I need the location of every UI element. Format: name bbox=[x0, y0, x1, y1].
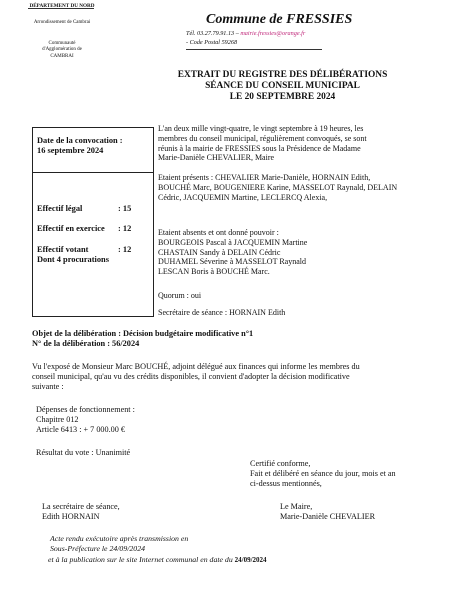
expose-line: Vu l'exposé de Monsieur Marc BOUCHÉ, adjoint délégué aux finances qui informe les membres du bbox=[32, 362, 360, 371]
commune-title: Commune de FRESSIES bbox=[206, 12, 353, 27]
certification-line: Fait et délibéré en séance du jour, mois et an bbox=[250, 469, 396, 478]
effectif-exercice-label: Effectif en exercice bbox=[37, 224, 105, 233]
effectif-votant-label: Effectif votant bbox=[37, 245, 89, 254]
effectif-votant-value: : 12 bbox=[118, 245, 132, 254]
arrondissement-label: Arrondissement de Cambrai bbox=[33, 20, 91, 25]
heading-line-3: LE 20 SEPTEMBRE 2024 bbox=[229, 92, 336, 102]
expose-line: conseil municipal, qu'au vu des crédits disponibles, il convient d'adopter la décision modificative bbox=[32, 372, 350, 381]
footer-exec-line-1: Acte rendu exécutoire après transmission en bbox=[50, 534, 189, 543]
communaute-label bbox=[22, 41, 102, 60]
convocation-box bbox=[32, 127, 154, 173]
footer-publication-text: et à la publication sur le site Internet communal en date du bbox=[48, 555, 233, 564]
communaute-line: d'Agglomération de bbox=[42, 47, 82, 53]
absents-title: Etaient absents et ont donné pouvoir : bbox=[158, 228, 279, 237]
absent-line: DUHAMEL Séverine à MASSELOT Raynald bbox=[158, 257, 306, 267]
presents-line: Etaient présents : CHEVALIER Marie-Danièle, HORNAIN Edith, bbox=[158, 173, 371, 182]
convocation-label: Date de la convocation : bbox=[37, 136, 123, 145]
document-heading bbox=[130, 70, 435, 103]
heading-line-1: EXTRAIT DU REGISTRE DES DÉLIBÉRATIONS bbox=[177, 70, 388, 80]
absent-line: LESCAN Boris à BOUCHÉ Marc. bbox=[158, 267, 270, 277]
depenses-line: Chapitre 012 bbox=[36, 415, 79, 424]
depenses-line: Dépenses de fonctionnement : bbox=[36, 405, 135, 414]
department-label: DÉPARTEMENT DU NORD bbox=[29, 3, 95, 9]
intro-line: membres du conseil municipal, régulièrement convoqués, se sont bbox=[158, 133, 367, 143]
maire-title: Le Maire, bbox=[280, 502, 313, 511]
certification-line: Certifié conforme, bbox=[250, 459, 311, 468]
intro-line: Marie-Danièle CHEVALIER, Maire bbox=[158, 153, 275, 163]
seance-intro bbox=[158, 124, 418, 163]
procurations-count: Dont 4 procurations bbox=[37, 255, 109, 264]
heading-line-2: SÉANCE DU CONSEIL MUNICIPAL bbox=[205, 81, 360, 91]
communaute-line: CAMBRAI bbox=[50, 53, 74, 59]
presents-line: Cédric, JACQUEMIN Martine, LECLERCQ Alexia, bbox=[158, 192, 328, 202]
presents-line: BOUCHÉ Marc, BOUGENIERE Karine, MASSELOT Raynald, DELAIN bbox=[158, 182, 398, 192]
effectif-exercice-value: : 12 bbox=[118, 224, 132, 233]
intro-line: L'an deux mille vingt-quatre, le vingt septembre à 19 heures, les bbox=[158, 124, 364, 133]
secretaire-name: Edith HORNAIN bbox=[42, 512, 100, 521]
secretaire-title: La secrétaire de séance, bbox=[42, 502, 120, 511]
department-rule bbox=[28, 8, 94, 9]
footer-publication bbox=[48, 555, 267, 565]
header-rule bbox=[186, 49, 322, 50]
effectifs-box bbox=[32, 172, 154, 317]
objet-block bbox=[32, 329, 253, 349]
certification-line: ci-dessus mentionnés, bbox=[250, 479, 322, 488]
footer-exec-line-2: Sous-Préfecture le 24/09/2024 bbox=[50, 544, 145, 553]
effectif-legal-label: Effectif légal bbox=[37, 204, 83, 213]
email-link[interactable]: mairie.fressies@orange.fr bbox=[240, 30, 306, 37]
deliberation-number: N° de la délibération : 56/2024 bbox=[32, 339, 140, 348]
absent-line: CHASTAIN Sandy à DELAIN Cédric bbox=[158, 247, 281, 257]
convocation-date: 16 septembre 2024 bbox=[37, 146, 104, 155]
postal-code: - Code Postal 59268 bbox=[186, 39, 238, 46]
quorum: Quorum : oui bbox=[158, 291, 202, 300]
objet-line: Objet de la délibération : Décision budgétaire modificative n°1 bbox=[32, 329, 254, 338]
phone-number: Tél. 03.27.79.91.13 bbox=[186, 30, 235, 37]
intro-line: réunis à la mairie de FRESSIES sous la Présidence de Madame bbox=[158, 143, 361, 153]
depenses-line: Article 6413 : + 7 000.00 € bbox=[36, 425, 125, 434]
absent-line: BOURGEOIS Pascal à JACQUEMIN Martine bbox=[158, 237, 308, 247]
expose-line: suivante : bbox=[32, 382, 64, 391]
secretaire-signature bbox=[42, 502, 120, 522]
postal-code-text: Code Postal 59268 bbox=[189, 39, 238, 46]
absents-list bbox=[158, 228, 418, 277]
contact-line: Tél. 03.27.79.91.13 – mairie.fressies@orange.fr bbox=[186, 30, 306, 37]
depenses-block bbox=[36, 405, 135, 435]
footer-publication-date: 24/09/2024 bbox=[234, 556, 267, 564]
effectif-legal-value: : 15 bbox=[118, 204, 132, 213]
secretaire-seance: Secrétaire de séance : HORNAIN Edith bbox=[158, 308, 286, 317]
vote-result: Résultat du vote : Unanimité bbox=[36, 448, 131, 457]
maire-name: Marie-Danièle CHEVALIER bbox=[280, 512, 376, 521]
communaute-line: Communauté bbox=[48, 41, 76, 46]
certification-block bbox=[250, 459, 396, 489]
presents-list bbox=[158, 173, 418, 202]
expose-paragraph bbox=[32, 362, 432, 392]
maire-signature bbox=[280, 502, 375, 522]
